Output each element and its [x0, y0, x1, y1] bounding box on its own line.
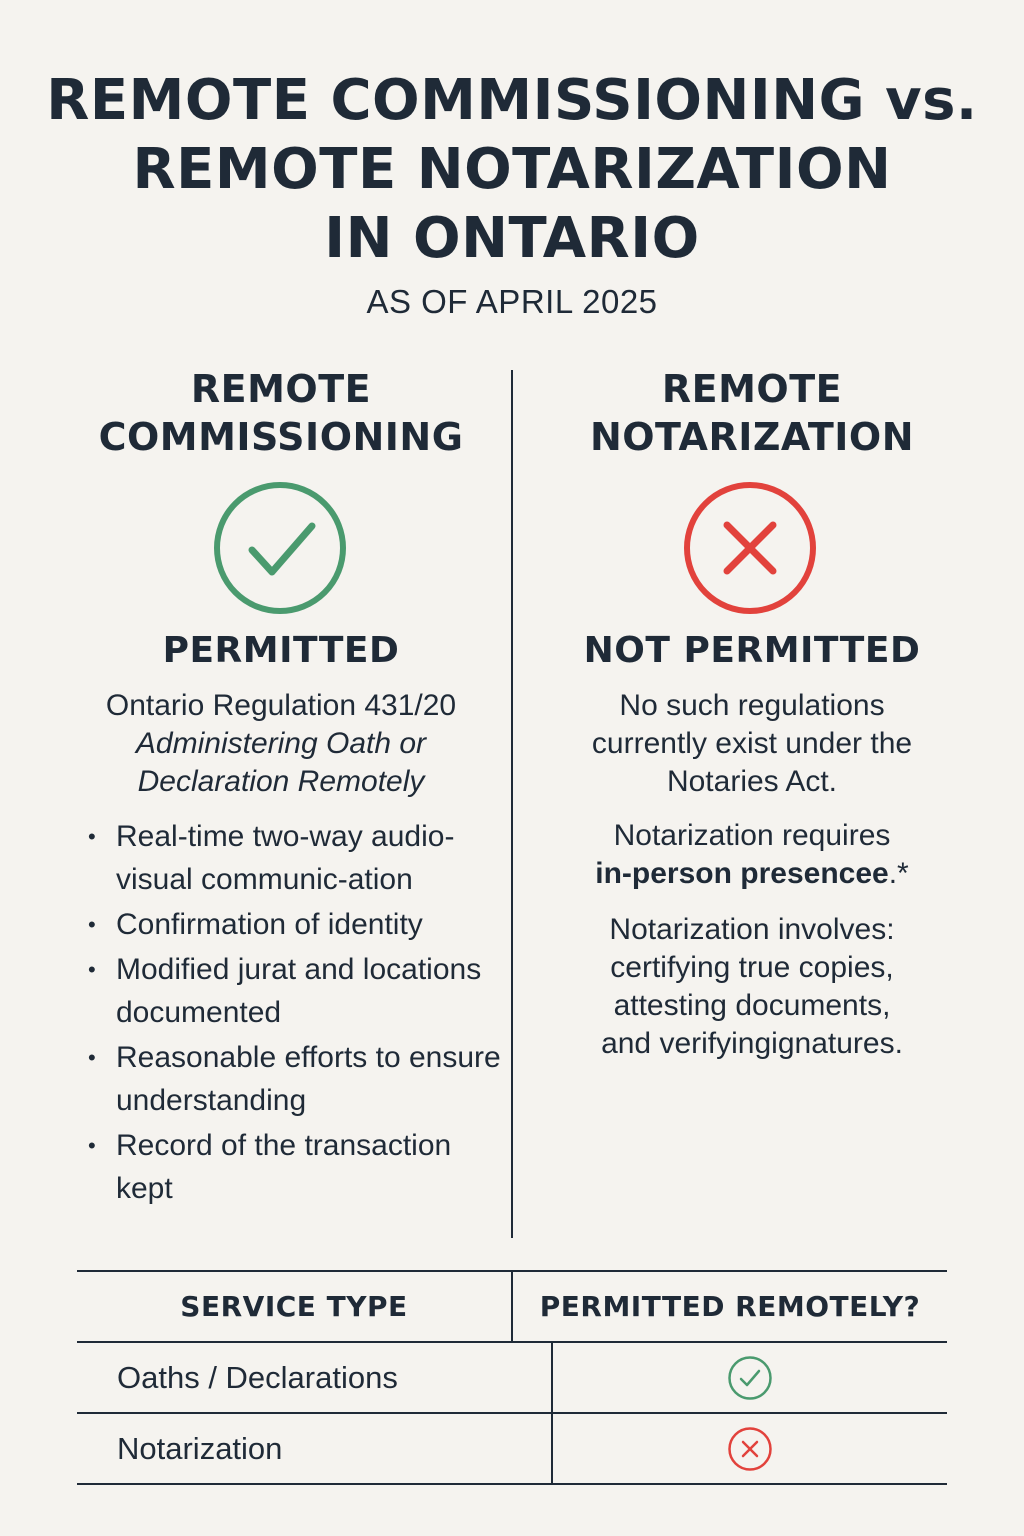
column-heading: REMOTE NOTARIZATION	[589, 367, 915, 459]
service-cell: Oaths / Declarations	[77, 1343, 553, 1412]
regulation-number: Ontario Regulation 431/20	[105, 689, 457, 722]
x-circle-icon	[682, 480, 818, 616]
list-item: • Real-time two-way audio-visual communic-ation	[88, 815, 508, 901]
involves-note: Notarization involves: certifying true copies, attesting documents, and verifyingignatures.	[601, 913, 903, 1060]
table-row	[77, 1341, 947, 1412]
list-item: • Modified jurat and locations documented	[88, 948, 508, 1034]
status-permitted: PERMITTED	[162, 630, 400, 671]
column-header: SERVICE TYPE	[77, 1272, 513, 1341]
check-circle-icon	[212, 480, 348, 616]
page-title	[0, 66, 1024, 273]
column-header: PERMITTED REMOTELY?	[539, 1290, 921, 1323]
regulation-note: No such regulations currently exist under the Notaries Act.	[591, 689, 913, 798]
title-line: REMOTE COMMISSIONING vs.	[46, 68, 978, 133]
requirements-list	[88, 815, 508, 1212]
emphasis-text: in-person presencee	[595, 857, 889, 890]
list-item: • Confirmation of identity	[88, 903, 508, 946]
regulation-title-line: Administering Oath or	[135, 727, 427, 760]
regulation-title-line: Declaration Remotely	[137, 765, 425, 798]
summary-table	[77, 1270, 947, 1485]
title-line: REMOTE NOTARIZATION	[132, 137, 892, 202]
check-circle-icon	[727, 1355, 773, 1401]
service-cell: Notarization	[77, 1414, 553, 1483]
remote-notarization-column	[512, 365, 992, 1060]
list-item: • Reasonable efforts to ensure understanding	[88, 1036, 508, 1122]
regulation-reference	[36, 687, 526, 801]
status-not-permitted: NOT PERMITTED	[583, 630, 921, 671]
column-heading: REMOTE COMMISSIONING	[98, 367, 464, 459]
list-item: • Record of the transaction kept	[88, 1124, 508, 1210]
title-line: IN ONTARIO	[324, 206, 700, 271]
presence-note: Notarization requires in-person presencee.*	[595, 819, 909, 890]
table-row	[77, 1412, 947, 1485]
table-header-row	[77, 1270, 947, 1341]
remote-commissioning-column	[36, 365, 526, 1205]
page-subtitle: AS OF APRIL 2025	[366, 283, 658, 320]
column-divider	[511, 370, 513, 1238]
x-circle-icon	[727, 1426, 773, 1472]
